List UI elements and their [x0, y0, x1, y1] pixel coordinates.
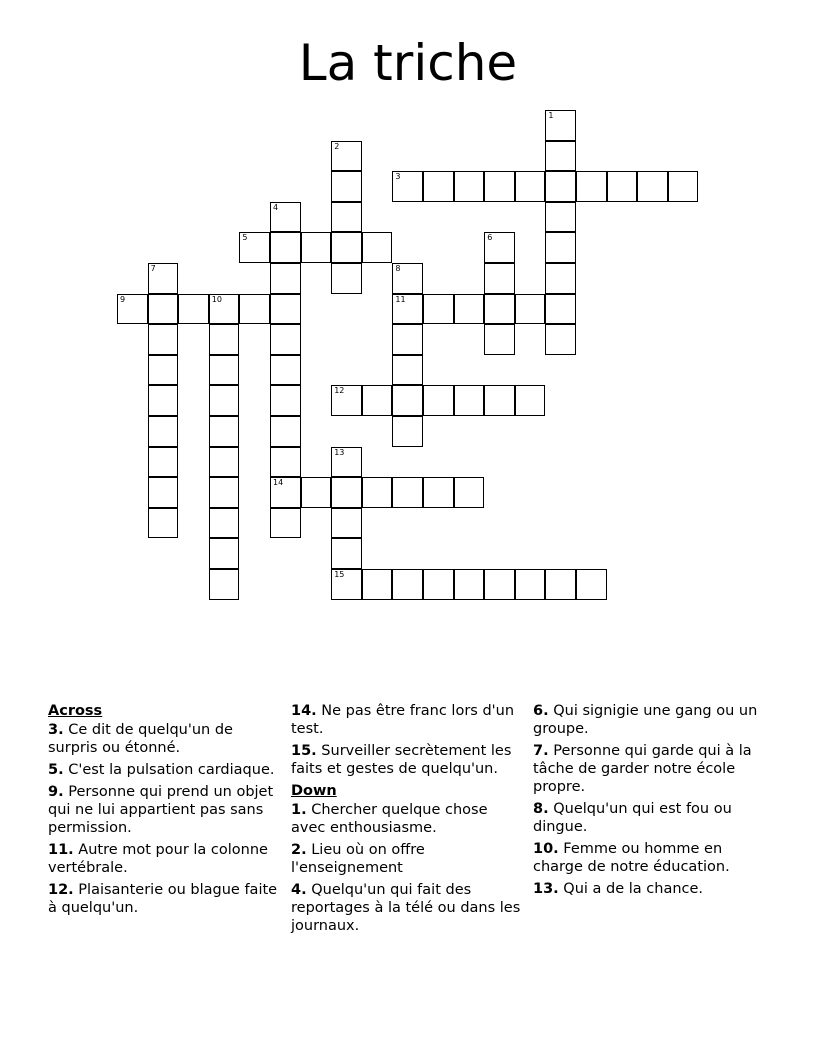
cell-number: 6: [487, 233, 493, 243]
clue-number: 10.: [533, 841, 559, 857]
clue-number: 11.: [48, 842, 74, 858]
grid-cell[interactable]: [576, 171, 607, 202]
clue-text: Ne pas être franc lors d'un test.: [291, 703, 515, 737]
grid-cell[interactable]: [270, 294, 301, 325]
grid-cell[interactable]: [209, 294, 240, 325]
grid-cell[interactable]: [209, 569, 240, 600]
clue-text: Plaisanterie ou blague faite à quelqu'un.: [48, 882, 278, 916]
grid-cell[interactable]: [454, 294, 485, 325]
clue-number: 6.: [533, 703, 549, 719]
grid-cell[interactable]: [484, 263, 515, 294]
across-heading: Across: [48, 703, 103, 719]
clue-number: 5.: [48, 762, 64, 778]
grid-cell[interactable]: [209, 447, 240, 478]
clue-text: Personne qui garde qui à la tâche de garder notre école propre.: [533, 743, 752, 795]
grid-cell[interactable]: [484, 385, 515, 416]
grid-cell[interactable]: [270, 508, 301, 539]
clue-down-6: [533, 702, 765, 738]
grid-cell[interactable]: [545, 202, 576, 233]
cell-number: 15: [334, 570, 345, 579]
grid-cell[interactable]: [148, 477, 179, 508]
grid-cell[interactable]: [392, 171, 423, 202]
clue-text: Lieu où on offre l'enseignement: [291, 842, 425, 876]
grid-cell[interactable]: [454, 477, 485, 508]
grid-cell[interactable]: [484, 171, 515, 202]
puzzle-title: La triche: [298, 34, 518, 92]
grid-cell[interactable]: [331, 538, 362, 569]
grid-cell[interactable]: [209, 416, 240, 447]
grid-cell[interactable]: [270, 385, 301, 416]
clue-number: 12.: [48, 882, 74, 898]
grid-cell[interactable]: [515, 385, 546, 416]
clue-text: C'est la pulsation cardiaque.: [68, 762, 275, 778]
cell-number: 8: [395, 264, 401, 273]
cell-number: 4: [273, 202, 279, 212]
grid-cell[interactable]: [270, 202, 301, 233]
grid-cell[interactable]: [392, 416, 423, 447]
grid-cell[interactable]: [484, 569, 515, 600]
grid-cell[interactable]: [392, 263, 423, 294]
grid-cell[interactable]: [209, 538, 240, 569]
grid-cell[interactable]: [545, 294, 576, 325]
clue-down-13: [533, 880, 765, 898]
clue-across-3: [48, 721, 278, 757]
grid-cell[interactable]: [331, 447, 362, 478]
grid-cell[interactable]: [331, 263, 362, 294]
cell-number: 11: [395, 294, 406, 304]
clue-text: Quelqu'un qui est fou ou dingue.: [533, 801, 732, 835]
grid-cell[interactable]: [392, 294, 423, 325]
grid-cell[interactable]: [576, 569, 607, 600]
grid-cell[interactable]: [545, 324, 576, 355]
clue-down-1: [291, 801, 523, 837]
clue-number: 3.: [48, 722, 64, 738]
grid-cell[interactable]: [270, 324, 301, 355]
clue-across-11: [48, 841, 278, 877]
grid-cell[interactable]: [392, 477, 423, 508]
clue-across-15: [291, 742, 523, 778]
grid-cell[interactable]: [148, 324, 179, 355]
grid-cell[interactable]: [331, 141, 362, 172]
grid-cell[interactable]: [484, 232, 515, 263]
clues-column-1: [48, 702, 278, 921]
cell-number: 12: [334, 386, 345, 396]
clue-number: 9.: [48, 784, 64, 800]
cell-number: 3: [395, 172, 401, 182]
cell-number: 10: [211, 294, 222, 304]
grid-cell[interactable]: [423, 477, 454, 508]
clue-text: Qui a de la chance.: [563, 881, 704, 897]
grid-cell[interactable]: [331, 569, 362, 600]
clue-number: 2.: [291, 842, 307, 858]
grid-cell[interactable]: [545, 110, 576, 141]
grid-cell[interactable]: [392, 324, 423, 355]
grid-cell[interactable]: [392, 385, 423, 416]
grid-cell[interactable]: [362, 477, 393, 508]
grid-cell[interactable]: [545, 232, 576, 263]
grid-cell[interactable]: [454, 385, 485, 416]
clue-across-12: [48, 881, 278, 917]
grid-cell[interactable]: [148, 355, 179, 386]
clue-number: 8.: [533, 801, 549, 817]
clue-text: Quelqu'un qui fait des reportages à la télé ou dans les journaux.: [291, 882, 521, 934]
grid-cell[interactable]: [270, 355, 301, 386]
grid-cell[interactable]: [454, 171, 485, 202]
clue-number: 14.: [291, 703, 317, 719]
clue-across-9: [48, 783, 278, 837]
grid-cell[interactable]: [270, 232, 301, 263]
grid-cell[interactable]: [423, 171, 454, 202]
clue-down-7: [533, 742, 765, 796]
grid-cell[interactable]: [178, 294, 209, 325]
grid-cell[interactable]: [392, 355, 423, 386]
grid-cell[interactable]: [423, 569, 454, 600]
grid-cell[interactable]: [515, 171, 546, 202]
grid-cell[interactable]: [148, 263, 179, 294]
grid-cell[interactable]: [362, 569, 393, 600]
grid-cell[interactable]: [270, 447, 301, 478]
cell-number: 5: [242, 233, 248, 243]
grid-cell[interactable]: [454, 569, 485, 600]
clue-number: 7.: [533, 743, 549, 759]
clue-across-14: [291, 702, 523, 738]
grid-cell[interactable]: [239, 232, 270, 263]
grid-cell[interactable]: [270, 477, 301, 508]
cell-number: 7: [150, 264, 156, 273]
clue-down-2: [291, 841, 523, 877]
clue-number: 1.: [291, 802, 307, 818]
grid-cell[interactable]: [301, 477, 332, 508]
grid-cell[interactable]: [331, 508, 362, 539]
grid-cell[interactable]: [331, 232, 362, 263]
clue-number: 4.: [291, 882, 307, 898]
grid-cell[interactable]: [545, 569, 576, 600]
clue-across-5: [48, 761, 278, 779]
grid-cell[interactable]: [484, 294, 515, 325]
grid-cell[interactable]: [301, 232, 332, 263]
grid-cell[interactable]: [607, 171, 638, 202]
grid-cell[interactable]: [331, 477, 362, 508]
clue-number: 15.: [291, 743, 317, 759]
grid-cell[interactable]: [545, 263, 576, 294]
clue-text: Ce dit de quelqu'un de surpris ou étonné.: [48, 722, 233, 756]
grid-cell[interactable]: [209, 508, 240, 539]
grid-cell[interactable]: [331, 171, 362, 202]
grid-cell[interactable]: [117, 294, 148, 325]
grid-cell[interactable]: [209, 385, 240, 416]
grid-cell[interactable]: [515, 294, 546, 325]
grid-cell[interactable]: [148, 385, 179, 416]
grid-cell[interactable]: [148, 294, 179, 325]
grid-cell[interactable]: [362, 385, 393, 416]
grid-cell[interactable]: [423, 385, 454, 416]
grid-cell[interactable]: [331, 202, 362, 233]
grid-cell[interactable]: [545, 141, 576, 172]
grid-cell[interactable]: [209, 324, 240, 355]
clue-text: Qui signigie une gang ou un groupe.: [533, 703, 758, 737]
cell-number: 1: [548, 111, 554, 120]
grid-cell[interactable]: [423, 294, 454, 325]
clue-down-8: [533, 800, 765, 836]
grid-cell[interactable]: [270, 263, 301, 294]
grid-cell[interactable]: [484, 324, 515, 355]
grid-cell[interactable]: [392, 569, 423, 600]
clue-number: 13.: [533, 881, 559, 897]
clue-down-10: [533, 840, 765, 876]
clue-text: Femme ou homme en charge de notre éducation.: [533, 841, 730, 875]
grid-cell[interactable]: [148, 508, 179, 539]
grid-cell[interactable]: [545, 171, 576, 202]
grid-cell[interactable]: [515, 569, 546, 600]
cell-number: 9: [120, 294, 126, 304]
grid-cell[interactable]: [209, 355, 240, 386]
clue-text: Autre mot pour la colonne vertébrale.: [48, 842, 268, 876]
clue-text: Chercher quelque chose avec enthousiasme.: [291, 802, 488, 836]
grid-cell[interactable]: [668, 171, 699, 202]
grid-cell[interactable]: [239, 294, 270, 325]
cell-number: 2: [334, 141, 340, 151]
clue-down-4: [291, 881, 523, 935]
clues-column-2: [291, 702, 523, 939]
grid-cell[interactable]: [148, 416, 179, 447]
clues-column-3: [533, 702, 765, 902]
cell-number: 14: [273, 478, 284, 488]
clue-text: Surveiller secrètement les faits et gestes de quelqu'un.: [291, 743, 512, 777]
grid-cell[interactable]: [270, 416, 301, 447]
grid-cell[interactable]: [331, 385, 362, 416]
grid-cell[interactable]: [148, 447, 179, 478]
clue-text: Personne qui prend un objet qui ne lui appartient pas sans permission.: [48, 784, 274, 836]
grid-cell[interactable]: [209, 477, 240, 508]
grid-cell[interactable]: [362, 232, 393, 263]
cell-number: 13: [334, 447, 345, 457]
down-heading: Down: [291, 783, 337, 799]
grid-cell[interactable]: [637, 171, 668, 202]
